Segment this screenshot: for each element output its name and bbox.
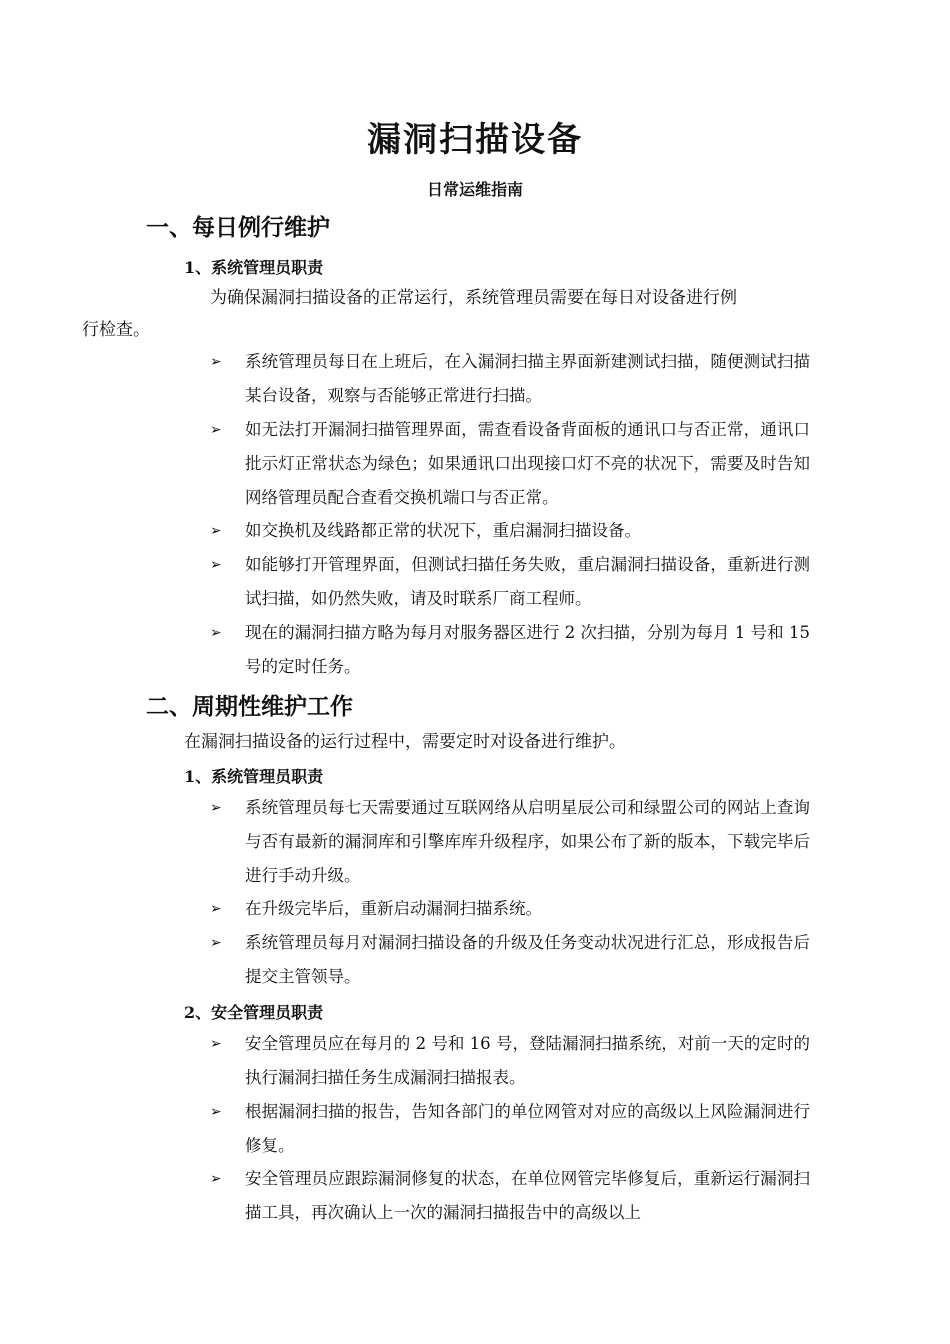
arrowhead-bullet-icon: ➢ bbox=[210, 1171, 222, 1187]
intro-paragraph bbox=[82, 282, 806, 346]
section-heading-daily: 一、每日例行维护 bbox=[146, 214, 330, 241]
list-item bbox=[210, 548, 810, 616]
list-item-text: 如无法打开漏洞扫描管理界面，需查看设备背面板的通讯口与否正常，通讯口批示灯正常状态为绿色；如果通讯口出现接口灯不亮的状况下，需要及时告知网络管理员配合查看交换机端口与否正常。 bbox=[245, 420, 810, 507]
arrowhead-bullet-icon: ➢ bbox=[210, 557, 222, 573]
arrowhead-bullet-icon: ➢ bbox=[210, 901, 222, 917]
arrowhead-bullet-icon: ➢ bbox=[210, 935, 222, 951]
section-heading-periodic: 二、周期性维护工作 bbox=[146, 693, 353, 720]
list-item bbox=[210, 616, 810, 684]
list-item bbox=[210, 1162, 810, 1230]
arrowhead-bullet-icon: ➢ bbox=[210, 625, 222, 641]
intro-line-2: 行检查。 bbox=[82, 320, 150, 340]
document-subtitle: 日常运维指南 bbox=[426, 180, 523, 199]
list-item-text: 系统管理员每月对漏洞扫描设备的升级及任务变动状况进行汇总，形成报告后提交主管领导。 bbox=[245, 933, 810, 986]
list-item-text: 安全管理员应跟踪漏洞修复的状态，在单位网管完毕修复后，重新运行漏洞扫描工具，再次确认上一次的漏洞扫描报告中的高级以上 bbox=[245, 1169, 810, 1222]
arrowhead-bullet-icon: ➢ bbox=[210, 1104, 222, 1120]
arrowhead-bullet-icon: ➢ bbox=[210, 800, 222, 816]
list-item-text: 如能够打开管理界面，但测试扫描任务失败，重启漏洞扫描设备，重新进行测试扫描，如仍然失败，请及时联系厂商工程师。 bbox=[245, 555, 810, 608]
document-title: 漏洞扫描设备 bbox=[367, 120, 583, 160]
list-item-text: 系统管理员每七天需要通过互联网络从启明星辰公司和绿盟公司的网站上查询与否有最新的漏洞库和引擎库库升级程序，如果公布了新的版本，下载完毕后进行手动升级。 bbox=[245, 798, 810, 885]
arrowhead-bullet-icon: ➢ bbox=[210, 422, 222, 438]
list-item-text: 如交换机及线路都正常的状况下，重启漏洞扫描设备。 bbox=[245, 521, 641, 540]
list-item bbox=[210, 1027, 810, 1095]
list-item bbox=[210, 926, 810, 994]
list-item bbox=[210, 892, 810, 926]
arrowhead-bullet-icon: ➢ bbox=[210, 1036, 222, 1052]
section-intro: 在漏洞扫描设备的运行过程中，需要定时对设备进行维护。 bbox=[184, 732, 626, 752]
arrowhead-bullet-icon: ➢ bbox=[210, 354, 222, 370]
sub-heading-secadmin: 2、安全管理员职责 bbox=[184, 1003, 324, 1022]
list-item bbox=[210, 413, 810, 515]
sub-heading-sysadmin-periodic: 1、系统管理员职责 bbox=[184, 767, 324, 786]
sub-heading-sysadmin: 1、系统管理员职责 bbox=[184, 258, 324, 277]
list-item bbox=[210, 791, 810, 893]
list-item bbox=[210, 514, 810, 548]
list-item-text: 现在的漏洞扫描方略为每月对服务器区进行 2 次扫描，分别为每月 1 号和 15 号的定时任务。 bbox=[245, 623, 810, 676]
list-item-text: 在升级完毕后，重新启动漏洞扫描系统。 bbox=[245, 899, 542, 918]
list-item bbox=[210, 1095, 810, 1163]
arrowhead-bullet-icon: ➢ bbox=[210, 523, 222, 539]
list-item-text: 系统管理员每日在上班后，在入漏洞扫描主界面新建测试扫描，随便测试扫描某台设备，观察与否能够正常进行扫描。 bbox=[245, 352, 810, 405]
intro-line-1: 为确保漏洞扫描设备的正常运行，系统管理员需要在每日对设备进行例 bbox=[210, 288, 737, 308]
list-item-text: 安全管理员应在每月的 2 号和 16 号，登陆漏洞扫描系统，对前一天的定时的执行漏洞扫描任务生成漏洞扫描报表。 bbox=[245, 1034, 810, 1087]
list-item-text: 根据漏洞扫描的报告，告知各部门的单位网管对对应的高级以上风险漏洞进行修复。 bbox=[245, 1102, 810, 1155]
list-item bbox=[210, 345, 810, 413]
